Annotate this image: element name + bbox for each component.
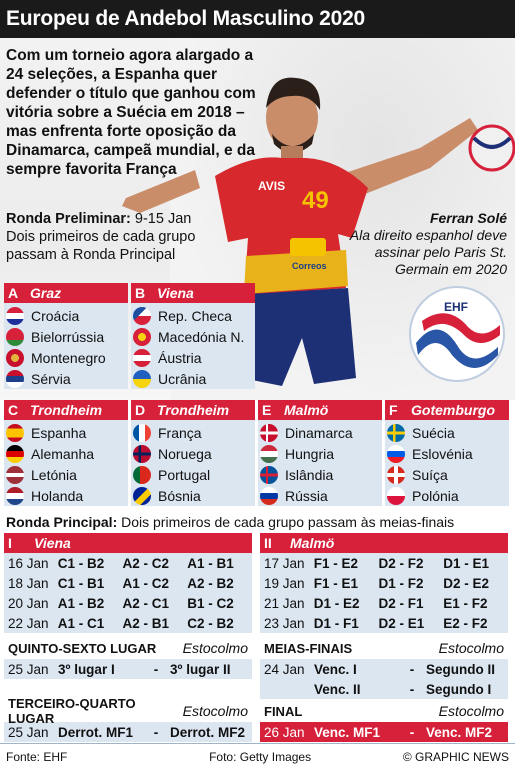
group-city: Trondheim	[157, 402, 230, 418]
main-group-city: Viena	[34, 535, 71, 551]
group-c	[4, 400, 128, 506]
spain-flag-icon	[6, 424, 24, 442]
main-round-info	[6, 514, 454, 530]
match-date: 17 Jan	[264, 555, 305, 571]
group-header	[131, 283, 255, 303]
team-name: Áustria	[158, 349, 202, 366]
team-b: Venc. MF2	[426, 724, 493, 740]
match: A1 - C2	[122, 575, 170, 591]
group-letter: B	[135, 285, 146, 301]
team-name: Eslovénia	[412, 445, 473, 462]
team-row	[131, 464, 255, 485]
fifth-place-location: Estocolmo	[182, 640, 248, 656]
team-a: Venc. II	[314, 681, 361, 697]
match: F1 - E1	[313, 575, 359, 591]
group-header	[4, 400, 128, 420]
group-e	[258, 400, 382, 506]
final-location: Estocolmo	[438, 703, 504, 719]
belarus-flag-icon	[6, 328, 24, 346]
team-row	[4, 443, 128, 464]
final-title: FINAL	[264, 703, 303, 719]
match-row	[4, 593, 252, 613]
separator: -	[153, 661, 159, 677]
separator: -	[153, 724, 159, 740]
footer-divider	[0, 743, 515, 744]
team-row	[4, 422, 128, 443]
team-row	[4, 368, 128, 389]
match: E1 - F2	[443, 595, 488, 611]
team-name: Dinamarca	[285, 424, 353, 441]
team-name: Montenegro	[31, 349, 106, 366]
team-row	[258, 422, 382, 443]
team-name: Hungria	[285, 445, 335, 462]
main-round-note: Dois primeiros de cada grupo passam às meias-finais	[117, 514, 455, 530]
match: A1 - C1	[57, 615, 105, 631]
match: D1 - F1	[313, 615, 359, 631]
portugal-flag-icon	[133, 466, 151, 484]
norway-flag-icon	[133, 445, 151, 463]
team-row	[385, 422, 509, 443]
match-date: 25 Jan	[8, 724, 49, 740]
team-row	[131, 305, 255, 326]
latvia-flag-icon	[6, 466, 24, 484]
team-name: Bósnia	[158, 487, 201, 504]
photo-caption	[332, 210, 507, 278]
group-b	[131, 283, 255, 389]
team-name: Suíça	[412, 466, 448, 483]
third-place-box	[4, 696, 252, 742]
match: D2 - E1	[378, 615, 425, 631]
hungary-flag-icon	[260, 445, 278, 463]
fifth-place-row	[4, 659, 252, 679]
group-header	[4, 283, 128, 303]
team-row	[4, 347, 128, 368]
svg-text:AVIS: AVIS	[258, 179, 286, 193]
team-name: Espanha	[31, 424, 87, 441]
main-group-city: Malmö	[290, 535, 335, 551]
group-city: Malmö	[284, 402, 329, 418]
main-group-header	[260, 533, 508, 553]
photo-credit: Foto: Getty Images	[209, 749, 312, 764]
match-row	[4, 573, 252, 593]
team-row	[258, 464, 382, 485]
team-row	[385, 464, 509, 485]
match-date: 24 Jan	[264, 661, 305, 677]
match-date: 26 Jan	[264, 724, 305, 740]
group-header	[385, 400, 509, 420]
separator: -	[409, 681, 415, 697]
sweden-flag-icon	[387, 424, 405, 442]
croatia-flag-icon	[6, 307, 24, 325]
team-row	[258, 485, 382, 506]
switzerland-flag-icon	[387, 466, 405, 484]
team-row	[131, 347, 255, 368]
group-teams	[4, 303, 128, 389]
group-city: Gotemburgo	[411, 402, 495, 418]
match: A2 - C2	[122, 555, 170, 571]
team-name: Croácia	[31, 307, 80, 324]
team-name: Polónia	[412, 487, 459, 504]
team-name: Portugal	[158, 466, 211, 483]
match: A2 - C1	[122, 595, 170, 611]
match: C1 - B2	[57, 555, 105, 571]
match: C1 - B1	[57, 575, 105, 591]
source-credit: Fonte: EHF	[6, 749, 68, 764]
group-letter: C	[8, 402, 19, 418]
footer	[0, 745, 515, 768]
team-name: Macedónia N.	[158, 328, 245, 345]
fifth-place-title: QUINTO-SEXTO LUGAR	[8, 640, 157, 656]
group-letter: E	[262, 402, 272, 418]
final-header	[260, 700, 508, 722]
czech-flag-icon	[133, 307, 151, 325]
match: A2 - B1	[122, 615, 170, 631]
match-row	[260, 573, 508, 593]
preliminary-round-info	[6, 210, 206, 264]
team-row	[131, 326, 255, 347]
group-teams	[385, 420, 509, 506]
team-row	[4, 464, 128, 485]
main-round-label: Ronda Principal:	[6, 514, 118, 530]
final-box	[260, 700, 508, 742]
team-name: Sérvia	[31, 370, 71, 387]
match: E2 - F2	[443, 615, 488, 631]
group-teams	[258, 420, 382, 506]
match: B1 - C2	[187, 595, 234, 611]
match: C2 - B2	[187, 615, 234, 631]
semifinal-header	[260, 637, 508, 659]
main-group-number: II	[264, 535, 272, 551]
group-letter: D	[135, 402, 146, 418]
semifinal-title: MEIAS-FINAIS	[264, 640, 353, 656]
netherlands-flag-icon	[6, 487, 24, 505]
team-row	[385, 443, 509, 464]
match: A2 - B2	[187, 575, 234, 591]
team-name: Holanda	[31, 487, 84, 504]
group-city: Viena	[157, 285, 194, 301]
group-header	[131, 400, 255, 420]
slovenia-flag-icon	[387, 445, 405, 463]
match-date: 21 Jan	[264, 595, 305, 611]
separator: -	[409, 724, 415, 740]
match-date: 23 Jan	[264, 615, 305, 631]
third-place-row	[4, 722, 252, 742]
team-name: Islândia	[285, 466, 334, 483]
preliminary-note: Dois primeiros de cada grupo passam à Ronda Principal	[6, 229, 196, 263]
team-name: Rússia	[285, 487, 328, 504]
group-d	[131, 400, 255, 506]
group-f	[385, 400, 509, 506]
semifinal-box	[260, 637, 508, 699]
third-place-location: Estocolmo	[182, 703, 248, 719]
match: A1 - B1	[187, 555, 234, 571]
main-group-2	[260, 533, 508, 633]
group-teams	[4, 420, 128, 506]
bosnia-flag-icon	[133, 487, 151, 505]
match: F1 - E2	[313, 555, 359, 571]
group-city: Trondheim	[30, 402, 103, 418]
group-teams	[131, 303, 255, 389]
preliminary-label: Ronda Preliminar:	[6, 211, 131, 227]
match: D1 - F2	[378, 575, 424, 591]
match-row	[260, 613, 508, 633]
iceland-flag-icon	[260, 466, 278, 484]
final-row	[260, 722, 508, 742]
semifinal-location: Estocolmo	[438, 640, 504, 656]
match-row	[260, 593, 508, 613]
match-date: 20 Jan	[8, 595, 49, 611]
team-name: Noruega	[158, 445, 212, 462]
team-b: Segundo II	[426, 661, 495, 677]
macedonia-flag-icon	[133, 328, 151, 346]
ehf-ball-logo	[408, 285, 506, 383]
third-place-header	[4, 696, 252, 726]
svg-text:EHF: EHF	[444, 300, 468, 314]
team-a: Derrot. MF1	[58, 724, 134, 740]
team-name: Suécia	[412, 424, 455, 441]
team-a: 3º lugar I	[58, 661, 115, 677]
match: D1 - E1	[443, 555, 490, 571]
match-date: 22 Jan	[8, 615, 49, 631]
team-name: Rep. Checa	[158, 307, 232, 324]
match: D2 - F2	[378, 555, 424, 571]
team-row	[385, 485, 509, 506]
team-name: Alemanha	[31, 445, 95, 462]
copyright: © GRAPHIC NEWS	[402, 749, 509, 764]
france-flag-icon	[133, 424, 151, 442]
team-row	[131, 422, 255, 443]
group-letter: F	[389, 402, 398, 418]
fifth-place-box	[4, 637, 252, 679]
group-letter: A	[8, 285, 19, 301]
caption-player-name: Ferran Solé	[429, 210, 507, 226]
team-b: Derrot. MF2	[170, 724, 246, 740]
denmark-flag-icon	[260, 424, 278, 442]
separator: -	[409, 661, 415, 677]
match-row	[260, 553, 508, 573]
germany-flag-icon	[6, 445, 24, 463]
caption-text: Ala direito espanhol deve assinar pelo Paris St. Germain em 2020	[349, 227, 507, 277]
match-date: 25 Jan	[8, 661, 49, 677]
match: D1 - E2	[313, 595, 360, 611]
team-row	[4, 326, 128, 347]
team-row	[4, 305, 128, 326]
team-a: Venc. I	[314, 661, 357, 677]
team-row	[4, 485, 128, 506]
match-date: 19 Jan	[264, 575, 305, 591]
group-a	[4, 283, 128, 389]
semifinal-row	[260, 659, 508, 679]
match-row	[4, 553, 252, 573]
team-row	[131, 368, 255, 389]
austria-flag-icon	[133, 349, 151, 367]
team-b: Segundo I	[426, 681, 492, 697]
main-group-number: I	[8, 535, 12, 551]
semifinal-row	[260, 679, 508, 699]
svg-text:Correos: Correos	[292, 261, 327, 271]
team-row	[258, 443, 382, 464]
match-date: 18 Jan	[8, 575, 49, 591]
match-row	[4, 613, 252, 633]
fifth-place-header	[4, 637, 252, 659]
match-date: 16 Jan	[8, 555, 49, 571]
montenegro-flag-icon	[6, 349, 24, 367]
team-row	[131, 485, 255, 506]
preliminary-dates: 9-15 Jan	[130, 211, 192, 227]
serbia-flag-icon	[6, 370, 24, 388]
third-place-title: TERCEIRO-QUARTO LUGAR	[8, 696, 136, 726]
match: A1 - B2	[57, 595, 105, 611]
intro-text: Com um torneio agora alargado a 24 seleções, a Espanha quer defender o título que ganhou com vitória sobre a Suécia em 2018 – mas enfrenta forte oposição da Dinamarca, campeã mundial, e da sempre favorita França	[6, 47, 256, 178]
group-teams	[131, 420, 255, 506]
match: D2 - E2	[443, 575, 490, 591]
page-title: Europeu de Andebol Masculino 2020	[0, 0, 515, 38]
main-group-1	[4, 533, 252, 633]
russia-flag-icon	[260, 487, 278, 505]
match: D2 - F1	[378, 595, 424, 611]
team-b: 3º lugar II	[170, 661, 231, 677]
team-name: Ucrânia	[158, 370, 207, 387]
svg-text:49: 49	[302, 187, 329, 214]
team-name: Letónia	[31, 466, 77, 483]
team-row	[131, 443, 255, 464]
team-a: Venc. MF1	[314, 724, 381, 740]
team-name: Bielorrússia	[31, 328, 105, 345]
team-name: França	[158, 424, 202, 441]
main-group-header	[4, 533, 252, 553]
group-header	[258, 400, 382, 420]
group-city: Graz	[30, 285, 62, 301]
poland-flag-icon	[387, 487, 405, 505]
ukraine-flag-icon	[133, 370, 151, 388]
